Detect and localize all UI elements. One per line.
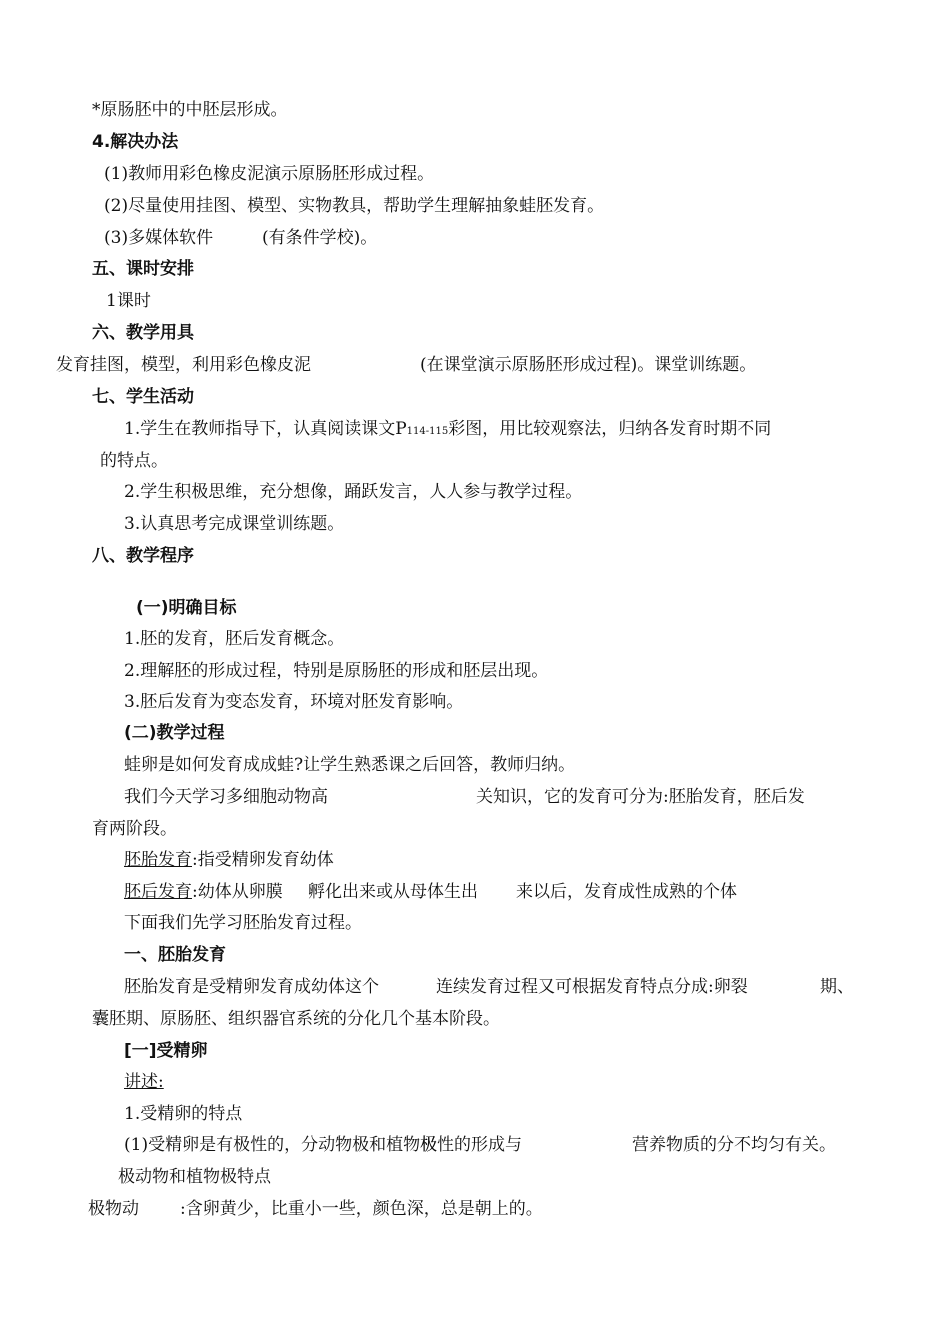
text-line: 连续发育过程又可根据发育特点分成:卵裂 [436, 977, 748, 997]
text-line: :含卵黄少，比重小一些，颜色深，总是朝上的。 [180, 1199, 543, 1219]
subsection-heading: (二)教学过程 [124, 723, 225, 743]
section-heading: 六、教学用具 [92, 323, 194, 343]
text-line: (3)多媒体软件 [104, 228, 214, 248]
text-line: 讲述: [124, 1072, 164, 1092]
text-line: 囊胚期、原肠胚、组织器官系统的分化几个基本阶段。 [92, 1009, 500, 1029]
text-line: 营养物质的分不均匀有关。 [632, 1135, 836, 1155]
text-line: 育两阶段。 [92, 819, 177, 839]
term-embryo-development: 胚胎发育 [124, 850, 192, 870]
text-line: 极物动 [88, 1199, 139, 1219]
subsection-heading: (一)明确目标 [136, 598, 237, 618]
text-line [124, 849, 334, 871]
text-line: 期、 [820, 977, 854, 997]
text-line: 1.受精卵的特点 [124, 1104, 243, 1124]
text-line: 1.胚的发育，胚后发育概念。 [124, 629, 345, 649]
text-line: 关知识，它的发育可分为:胚胎发育，胚后发 [476, 787, 805, 807]
text-line: 孵化出来或从母体生出 [308, 882, 478, 902]
text-line: 2.学生积极思维，充分想像，踊跃发言，人人参与教学过程。 [124, 482, 583, 502]
text-line [124, 418, 771, 443]
text-line: 胚胎发育是受精卵发育成幼体这个 [124, 977, 379, 997]
text-line: *原肠胚中的中胚层形成。 [92, 100, 288, 120]
text-line: (1)受精卵是有极性的，分动物极和植物极 [124, 1135, 438, 1155]
text-line: (1)教师用彩色橡皮泥演示原肠胚形成过程。 [104, 164, 435, 184]
term-post-embryo-development: 胚后发育 [124, 882, 192, 902]
text-line: 3.胚后发育为变态发育，环境对胚发育影响。 [124, 692, 464, 712]
text-line: (在课堂演示原肠胚形成过程)。课堂训练题。 [420, 355, 757, 375]
text-line: (2)尽量使用挂图、模型、实物教具，帮助学生理解抽象蛙胚发育。 [104, 196, 605, 216]
text-line: 蛙卵是如何发育成成蛙?让学生熟悉课之后回答，教师归纳。 [124, 755, 576, 775]
text-line: 极性的形成与 [420, 1135, 522, 1155]
text-line: 3.认真思考完成课堂训练题。 [124, 514, 345, 534]
text-segment: 彩图，用比较观察法，归纳各发育时期不同 [448, 419, 772, 439]
text-line: 2.理解胚的形成过程，特别是原肠胚的形成和胚层出现。 [124, 661, 549, 681]
section-heading: 4.解决办法 [92, 132, 179, 152]
section-heading: 七、学生活动 [92, 387, 194, 407]
definition-text: :指受精卵发育幼体 [192, 850, 334, 870]
text-line: 下面我们先学习胚胎发育过程。 [124, 913, 362, 933]
text-line: 的特点。 [100, 451, 168, 471]
section-heading: 八、教学程序 [92, 546, 194, 566]
text-line [124, 881, 283, 903]
text-line: 极动物和植物极特点 [118, 1167, 271, 1187]
definition-text: :幼体从卵膜 [192, 882, 283, 902]
section-heading: 五、课时安排 [92, 259, 194, 279]
text-line: 来以后，发育成性成熟的个体 [516, 882, 737, 902]
page-range-subscript: 114-115 [406, 426, 449, 437]
text-line: 发育挂图，模型，利用彩色橡皮泥 [56, 355, 311, 375]
subsection-heading: [一]受精卵 [124, 1041, 208, 1061]
text-line: 1课时 [106, 291, 151, 311]
section-heading: 一、胚胎发育 [124, 945, 226, 965]
text-line: 我们今天学习多细胞动物高 [124, 787, 328, 807]
text-line: (有条件学校)。 [262, 228, 378, 248]
text-segment: 1.学生在教师指导下，认真阅读课文P [124, 419, 407, 439]
